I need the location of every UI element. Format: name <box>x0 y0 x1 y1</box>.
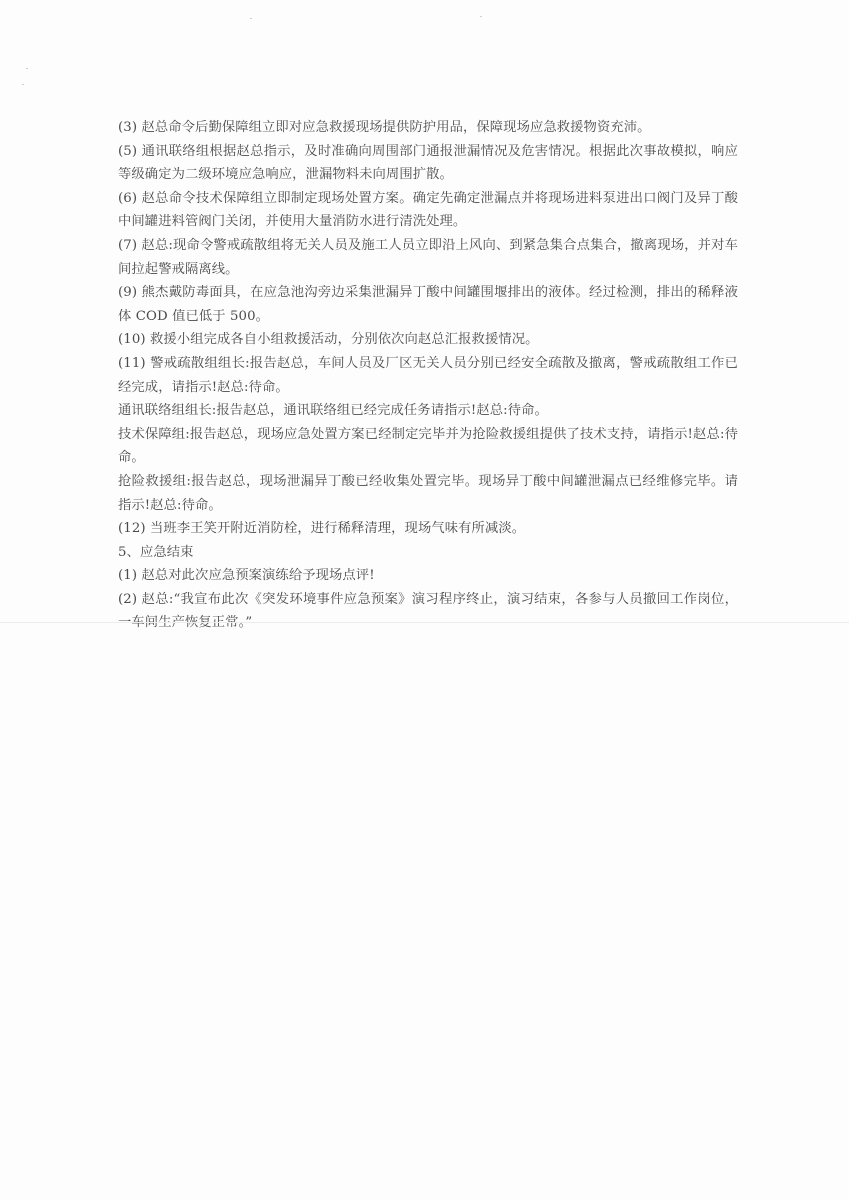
scan-speck <box>250 18 252 19</box>
scan-speck <box>22 84 24 85</box>
paragraph-rescue-report: 抢险救援组:报告赵总，现场泄漏异丁酸已经收集处置完毕。现场异丁酸中间罐泄漏点已经维修完毕。请指示!赵总:待命。 <box>118 473 738 513</box>
paragraph-step-5: (5) 通讯联络组根据赵总指示，及时准确向周围部门通报泄漏情况及危害情况。根据此次事故模拟，响应等级确定为二级环境应急响应，泄漏物料未向周围扩散。 <box>118 143 738 183</box>
document-body <box>118 116 738 635</box>
paragraph-step-12: (12) 当班李王笑开附近消防栓，进行稀释清理，现场气味有所减淡。 <box>118 521 526 537</box>
paragraph-end-2: (2) 赵总:“我宣布此次《突发环境事件应急预案》演习程序终止，演习结束，各参与人员撤回工作岗位， <box>118 591 738 607</box>
paragraph-step-11: (11) 警戒疏散组组长:报告赵总，车间人员及厂区无关人员分别已经安全疏散及撤离，警戒疏散组工作已经完成，请指示!赵总:待命。 <box>118 355 738 395</box>
scan-speck <box>26 68 28 69</box>
paragraph-end-1: (1) 赵总对此次应急预案演练给予现场点评! <box>118 568 375 584</box>
paragraph-comms-report: 通讯联络组组长:报告赵总，通讯联络组已经完成任务请指示!赵总:待命。 <box>118 403 548 419</box>
scan-speck <box>480 16 482 17</box>
section-heading-emergency-end: 5、应急结束 <box>118 544 194 560</box>
paragraph-step-3: (3) 赵总命令后勤保障组立即对应急救援现场提供防护用品，保障现场应急救援物资充沛。 <box>118 120 651 135</box>
paragraph-step-10: (10) 救援小组完成各自小组救援活动，分别依次向赵总汇报救援情况。 <box>118 332 539 348</box>
scan-fold-line <box>0 622 849 623</box>
paragraph-step-7: (7) 赵总:现命令警戒疏散组将无关人员及施工人员立即沿上风向、到紧急集合点集合，撤离现场，并对车间拉起警戒隔离线。 <box>118 237 738 277</box>
paragraph-step-6: (6) 赵总命令技术保障组立即制定现场处置方案。确定先确定泄漏点并将现场进料泵进出口阀门及异丁酸中间罐进料管阀门关闭，并使用大量消防水进行清洗处理。 <box>118 190 738 230</box>
paragraph-tech-report: 技术保障组:报告赵总，现场应急处置方案已经制定完毕并为抢险救援组提供了技术支持，请指示!赵总:待命。 <box>118 426 738 466</box>
paragraph-step-9: (9) 熊杰戴防毒面具，在应急池沟旁边采集泄漏异丁酸中间罐围堰排出的液体。经过检测，排出的稀释液体 COD 值已低于 500。 <box>118 285 738 324</box>
